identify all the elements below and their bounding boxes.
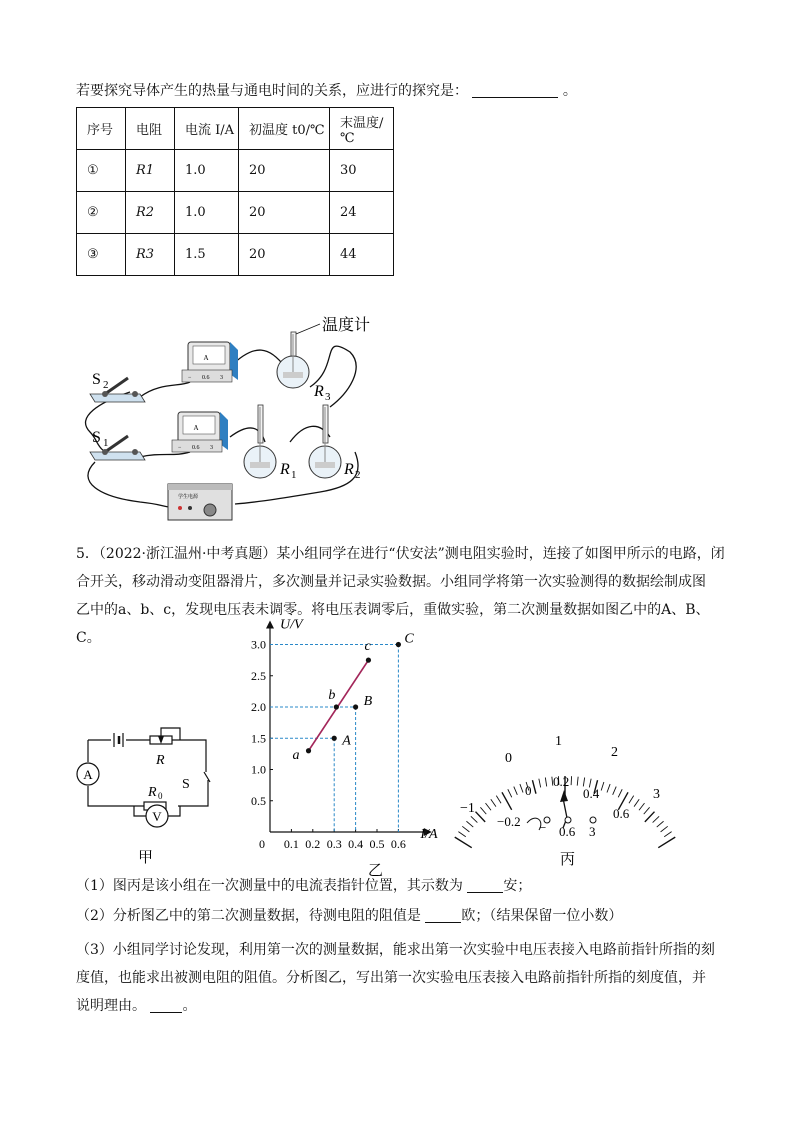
dial-outer-label: 0: [505, 751, 512, 766]
apparatus-figure: [80, 312, 400, 532]
dial-outer-label: −1: [460, 801, 475, 816]
switch-s1: [90, 429, 145, 460]
dial-tick: [486, 803, 492, 810]
table-row: [77, 150, 394, 192]
dial-tick: [607, 784, 610, 792]
q4-period: 。: [562, 83, 577, 99]
table-cell: 24: [330, 192, 394, 234]
figure-caption: 甲: [138, 850, 154, 866]
q5-stem: [76, 540, 726, 655]
chart-caption: 乙: [368, 863, 384, 879]
resistor-label: R: [314, 383, 324, 400]
dial-tick: [508, 789, 512, 797]
data-point: [332, 736, 337, 741]
data-table: [76, 107, 394, 276]
sub-question-line: 度值，也能求出被测电阻的阻值。分析图乙，写出第一次实验电压表接入电路前指针所指的刻度值，并: [76, 970, 706, 986]
table-cell: 20: [239, 234, 330, 276]
y-tick-label: 1.0: [251, 762, 266, 777]
switch-label: S: [92, 429, 101, 446]
x-tick-label: 0.6: [390, 837, 406, 851]
answer-blank[interactable]: [425, 906, 461, 923]
sub-question-1: [76, 872, 531, 900]
table-cell: 1.5: [175, 234, 239, 276]
table-cell: ③: [77, 234, 126, 276]
table-header: 电阻: [126, 108, 175, 150]
q5-line: C。: [76, 630, 101, 646]
table-row: [77, 192, 394, 234]
ammeter-scale: −: [188, 375, 192, 381]
ammeter-top: [182, 342, 238, 382]
point-label: c: [364, 639, 371, 655]
y-tick-label: 0.5: [251, 793, 266, 808]
table-cell: ①: [77, 150, 126, 192]
wire: [140, 382, 190, 397]
dial-inner-label: 0.4: [583, 786, 600, 801]
dial-tick: [645, 812, 655, 822]
x-tick-label: 0.3: [326, 837, 342, 851]
q5-line: 乙中的a、b、c，发现电压表未调零。将电压表调零后，重做实验，第二次测量数据如图乙中的A、B、: [76, 602, 710, 618]
sub-question-tail: 。: [182, 998, 197, 1014]
dial-tick: [601, 782, 604, 791]
dial-terminal: 3: [589, 824, 596, 839]
dial-tick: [514, 787, 518, 795]
dial-outer-label: 2: [611, 745, 618, 760]
x-tick-label: 0: [259, 837, 265, 851]
sub-question-text: （1）图丙是该小组在一次测量中的电流表指针位置，其示数为: [76, 878, 463, 894]
q4-prompt: 若要探究导体产生的热量与通电时间的关系，应进行的探究是：: [76, 83, 468, 99]
sub-question-tail: 欧；（结果保留一位小数）: [461, 908, 623, 924]
dial-tick: [476, 812, 486, 822]
sub-question-tail: 安；: [503, 878, 532, 894]
ammeter-dial: [455, 728, 685, 878]
y-axis-label: U/V: [280, 617, 303, 633]
y-tick-label: 2.0: [251, 700, 266, 714]
table-cell: 30: [330, 150, 394, 192]
table-cell: 44: [330, 234, 394, 276]
chart-plot-area: [251, 618, 438, 852]
table-header: 序号: [77, 108, 126, 150]
resistor-sub: 3: [325, 391, 331, 403]
uv-chart: [244, 617, 464, 879]
sub-question-2: [76, 902, 622, 930]
switch-label: S: [182, 777, 190, 792]
wire: [230, 350, 285, 367]
dial-tick: [471, 816, 478, 822]
switch-sub: 1: [103, 437, 109, 449]
thermometer-label: 温度计: [322, 317, 371, 334]
dial-inner-label: 0.6: [613, 806, 630, 821]
dial-tick: [664, 832, 671, 837]
dial-tick: [634, 799, 639, 806]
resistor-label: R: [344, 461, 354, 478]
dial-caption: 丙: [560, 852, 576, 868]
data-point: [353, 704, 358, 709]
dial-tick: [644, 807, 650, 814]
point-label: b: [328, 688, 336, 703]
table-row: [77, 234, 394, 276]
switch-s2: [90, 371, 145, 402]
table-header: 电流 I/A: [175, 108, 239, 150]
dial-outer-label: 3: [653, 787, 660, 802]
dial-terminal: −: [539, 820, 547, 835]
table-cell: 1.0: [175, 192, 239, 234]
dial-tick: [653, 816, 660, 822]
wire: [140, 452, 190, 457]
trend-line: [309, 660, 369, 751]
ammeter-scale: 3: [210, 445, 213, 451]
dial-tick: [658, 837, 675, 848]
dial-tick: [458, 832, 465, 837]
flask-r3: [277, 316, 370, 403]
dial-tick: [491, 799, 496, 806]
dial-tick: [520, 784, 523, 792]
table-header: 初温度 t0/℃: [239, 108, 330, 150]
x-tick-label: 0.1: [283, 837, 299, 851]
dial-tick: [545, 777, 546, 786]
ammeter-scale: 0.6: [202, 375, 210, 381]
resistor-sub: 2: [355, 469, 361, 481]
q5-line: 5．（2022·浙江温州·中考真题）某小组同学在进行“伏安法”测电阻实验时，连接了如图甲所示的电路，闭: [76, 546, 725, 562]
switch-sub: 2: [103, 379, 109, 391]
circuit-diagram: [76, 722, 226, 872]
dial-tick: [466, 821, 473, 827]
table-cell: R1: [126, 150, 175, 192]
dial-tick: [618, 789, 622, 797]
power-supply: [168, 484, 232, 520]
ammeter-scale: −: [178, 445, 182, 451]
switch: [204, 772, 210, 782]
ammeter-bottom: [172, 412, 228, 452]
switch-label: S: [92, 371, 101, 388]
table-cell: R3: [126, 234, 175, 276]
dial-tick: [496, 796, 501, 804]
dial-tick: [629, 796, 634, 804]
flask-r2: [309, 405, 361, 481]
dial-tick: [639, 803, 645, 810]
q5-line: 合开关，移动滑动变阻器滑片，多次测量并记录实验数据。小组同学将第一次实验测得的数据绘制成图: [76, 574, 706, 590]
dial-tick: [455, 837, 472, 848]
sub-question-text: （2）分析图乙中的第二次测量数据，待测电阻的阻值是: [76, 908, 421, 924]
sub-question-line: 说明理由。: [76, 998, 146, 1014]
x-tick-label: 0.5: [369, 837, 385, 851]
ammeter-letter: A: [83, 767, 93, 782]
resistor-label: R: [148, 785, 157, 800]
y-tick-label: 2.5: [251, 668, 266, 683]
dial-tick: [613, 787, 617, 795]
q4-answer-blank[interactable]: [472, 81, 558, 98]
data-point: [396, 642, 401, 647]
point-label: B: [363, 694, 373, 709]
point-label: C: [404, 631, 414, 647]
ammeter-letter: A: [203, 354, 209, 362]
table-cell: 20: [239, 192, 330, 234]
ammeter-scale: 3: [220, 375, 223, 381]
answer-blank[interactable]: [467, 876, 503, 893]
table-header-row: [77, 108, 394, 150]
x-tick-label: 0.2: [305, 837, 321, 851]
dial-inner-label: 0: [525, 783, 532, 798]
resistor-sub: 0: [158, 791, 163, 801]
power-supply-label: 学生电源: [178, 495, 199, 500]
dial-tick: [532, 780, 536, 794]
y-tick-label: 1.5: [251, 731, 266, 746]
dial-terminal: 0.6: [559, 824, 576, 839]
data-point: [334, 704, 339, 709]
flask-r1: [244, 405, 297, 481]
table-header: 末温度/℃: [330, 108, 394, 150]
resistor-label: R: [280, 461, 290, 478]
table-cell: R2: [126, 192, 175, 234]
rheostat-label: R: [156, 753, 165, 768]
point-label: A: [342, 733, 351, 749]
dial-outer-label: 1: [555, 734, 562, 749]
q4-prompt-line: [76, 77, 577, 105]
ammeter-scale: 0.6: [192, 445, 200, 451]
dial-tick: [462, 826, 469, 832]
dial-inner-label: −0.2: [497, 814, 521, 829]
dial-tick: [577, 777, 578, 786]
point-label: a: [292, 747, 300, 763]
x-axis-label: I/A: [420, 827, 438, 842]
data-point: [306, 748, 311, 753]
dial-tick: [657, 821, 664, 827]
resistor-sub: 1: [291, 469, 297, 481]
sub-question-3: [76, 936, 726, 1020]
dial-inner-label: 0.2: [553, 774, 570, 789]
y-tick-label: 3.0: [251, 637, 266, 652]
answer-blank[interactable]: [150, 996, 182, 1013]
dial-tick: [480, 807, 486, 814]
table-cell: 1.0: [175, 150, 239, 192]
dial-tick: [539, 779, 541, 788]
dial-tick: [661, 826, 668, 832]
x-tick-label: 0.4: [348, 837, 364, 851]
sub-question-line: （3）小组同学讨论发现，利用第一次的测量数据，能求出第一次实验中电压表接入电路前指针所指的刻: [76, 942, 715, 958]
ammeter-letter: A: [193, 424, 199, 432]
table-cell: 20: [239, 150, 330, 192]
voltmeter-letter: V: [152, 809, 162, 824]
wire: [88, 462, 170, 507]
data-point: [366, 658, 371, 663]
table-cell: ②: [77, 192, 126, 234]
